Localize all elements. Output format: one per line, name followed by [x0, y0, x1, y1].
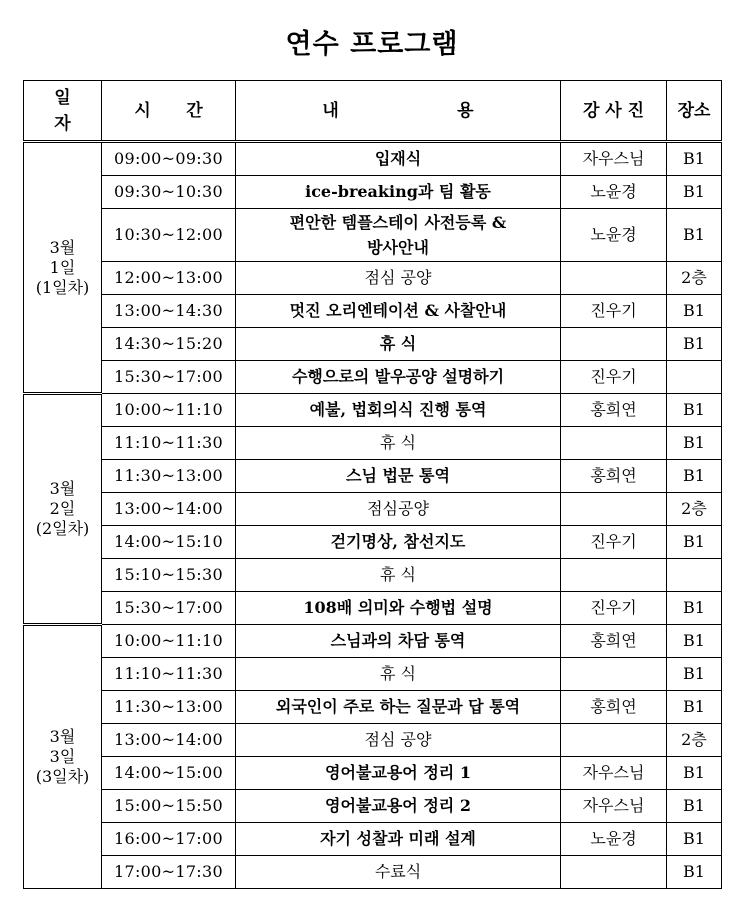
place-cell: B1 — [667, 625, 722, 658]
content-cell: 스님과의 차담 통역 — [236, 625, 561, 658]
place-cell: B1 — [667, 823, 722, 856]
schedule-row — [24, 757, 722, 790]
instructor-cell: 진우기 — [561, 361, 667, 394]
header-time: 시 간 — [102, 81, 236, 142]
schedule-row — [24, 493, 722, 526]
instructor-cell — [561, 427, 667, 460]
time-cell: 11:30~13:00 — [102, 460, 236, 493]
schedule-row — [24, 142, 722, 176]
time-cell: 17:00~17:30 — [102, 856, 236, 889]
schedule-row — [24, 394, 722, 427]
time-cell: 10:00~11:10 — [102, 625, 236, 658]
place-cell: B1 — [667, 460, 722, 493]
day-label: 3월 1일 (1일차) — [24, 142, 102, 394]
time-cell: 14:30~15:20 — [102, 328, 236, 361]
place-cell: 2층 — [667, 724, 722, 757]
day-label: 3월 2일 (2일차) — [24, 394, 102, 625]
time-cell: 15:30~17:00 — [102, 361, 236, 394]
instructor-cell: 자우스님 — [561, 790, 667, 823]
content-cell: 편안한 템플스테이 사전등록 & 방사안내 — [236, 209, 561, 262]
time-cell: 12:00~13:00 — [102, 262, 236, 295]
place-cell: 2층 — [667, 493, 722, 526]
content-cell: 휴 식 — [236, 559, 561, 592]
instructor-cell — [561, 856, 667, 889]
content-cell: 휴 식 — [236, 427, 561, 460]
schedule-row — [24, 427, 722, 460]
schedule-row — [24, 559, 722, 592]
schedule-row — [24, 790, 722, 823]
schedule-row — [24, 691, 722, 724]
header-row — [24, 81, 722, 142]
header-instructor: 강 사 진 — [561, 81, 667, 142]
content-cell: 걷기명상, 참선지도 — [236, 526, 561, 559]
instructor-cell: 자우스님 — [561, 757, 667, 790]
day-label: 3월 3일 (3일차) — [24, 625, 102, 889]
time-cell: 14:00~15:10 — [102, 526, 236, 559]
time-cell: 16:00~17:00 — [102, 823, 236, 856]
content-cell: 점심 공양 — [236, 262, 561, 295]
time-cell: 13:00~14:00 — [102, 724, 236, 757]
place-cell: B1 — [667, 142, 722, 176]
time-cell: 09:00~09:30 — [102, 142, 236, 176]
time-cell: 10:00~11:10 — [102, 394, 236, 427]
instructor-cell — [561, 493, 667, 526]
instructor-cell: 홍희연 — [561, 394, 667, 427]
place-cell: B1 — [667, 526, 722, 559]
instructor-cell — [561, 328, 667, 361]
content-cell: 영어불교용어 정리 1 — [236, 757, 561, 790]
instructor-cell — [561, 262, 667, 295]
place-cell: B1 — [667, 790, 722, 823]
content-cell: 점심공양 — [236, 493, 561, 526]
place-cell: B1 — [667, 394, 722, 427]
time-cell: 15:00~15:50 — [102, 790, 236, 823]
header-day: 일 자 — [24, 81, 102, 142]
instructor-cell: 진우기 — [561, 592, 667, 625]
content-cell: 입재식 — [236, 142, 561, 176]
instructor-cell: 홍희연 — [561, 625, 667, 658]
schedule-row — [24, 625, 722, 658]
content-cell: 수행으로의 발우공양 설명하기 — [236, 361, 561, 394]
schedule-row — [24, 592, 722, 625]
place-cell: B1 — [667, 176, 722, 209]
instructor-cell: 노윤경 — [561, 176, 667, 209]
schedule-row — [24, 526, 722, 559]
schedule-table — [23, 80, 722, 889]
schedule-row — [24, 361, 722, 394]
instructor-cell: 노윤경 — [561, 823, 667, 856]
place-cell: B1 — [667, 658, 722, 691]
place-cell: 2층 — [667, 262, 722, 295]
content-cell: 점심 공양 — [236, 724, 561, 757]
instructor-cell: 노윤경 — [561, 209, 667, 262]
instructor-cell — [561, 658, 667, 691]
header-content: 내 용 — [236, 81, 561, 142]
content-cell: 스님 법문 통역 — [236, 460, 561, 493]
place-cell: B1 — [667, 209, 722, 262]
schedule-row — [24, 823, 722, 856]
place-cell — [667, 361, 722, 394]
schedule-row — [24, 856, 722, 889]
time-cell: 15:10~15:30 — [102, 559, 236, 592]
schedule-row — [24, 262, 722, 295]
instructor-cell: 홍희연 — [561, 460, 667, 493]
schedule-row — [24, 176, 722, 209]
schedule-row — [24, 460, 722, 493]
time-cell: 11:10~11:30 — [102, 658, 236, 691]
content-cell: 예불, 법회의식 진행 통역 — [236, 394, 561, 427]
time-cell: 11:30~13:00 — [102, 691, 236, 724]
time-cell: 11:10~11:30 — [102, 427, 236, 460]
instructor-cell: 자우스님 — [561, 142, 667, 176]
place-cell: B1 — [667, 328, 722, 361]
content-cell: 휴 식 — [236, 658, 561, 691]
content-cell: 수료식 — [236, 856, 561, 889]
place-cell: B1 — [667, 427, 722, 460]
time-cell: 13:00~14:00 — [102, 493, 236, 526]
instructor-cell: 진우기 — [561, 526, 667, 559]
content-cell: ice-breaking과 팀 활동 — [236, 176, 561, 209]
instructor-cell — [561, 559, 667, 592]
schedule-row — [24, 724, 722, 757]
content-cell: 자기 성찰과 미래 설계 — [236, 823, 561, 856]
instructor-cell — [561, 724, 667, 757]
page-title: 연수 프로그램 — [285, 29, 459, 60]
content-cell: 영어불교용어 정리 2 — [236, 790, 561, 823]
place-cell: B1 — [667, 856, 722, 889]
place-cell — [667, 559, 722, 592]
place-cell: B1 — [667, 691, 722, 724]
content-cell: 휴 식 — [236, 328, 561, 361]
time-cell: 15:30~17:00 — [102, 592, 236, 625]
instructor-cell: 진우기 — [561, 295, 667, 328]
content-cell: 멋진 오리엔테이션 & 사찰안내 — [236, 295, 561, 328]
time-cell: 14:00~15:00 — [102, 757, 236, 790]
schedule-row — [24, 328, 722, 361]
place-cell: B1 — [667, 592, 722, 625]
schedule-row — [24, 295, 722, 328]
schedule-row — [24, 658, 722, 691]
content-cell: 외국인이 주로 하는 질문과 답 통역 — [236, 691, 561, 724]
header-place: 장소 — [667, 81, 722, 142]
place-cell: B1 — [667, 757, 722, 790]
schedule-row — [24, 209, 722, 262]
instructor-cell: 홍희연 — [561, 691, 667, 724]
time-cell: 10:30~12:00 — [102, 209, 236, 262]
place-cell: B1 — [667, 295, 722, 328]
content-cell: 108배 의미와 수행법 설명 — [236, 592, 561, 625]
time-cell: 13:00~14:30 — [102, 295, 236, 328]
time-cell: 09:30~10:30 — [102, 176, 236, 209]
